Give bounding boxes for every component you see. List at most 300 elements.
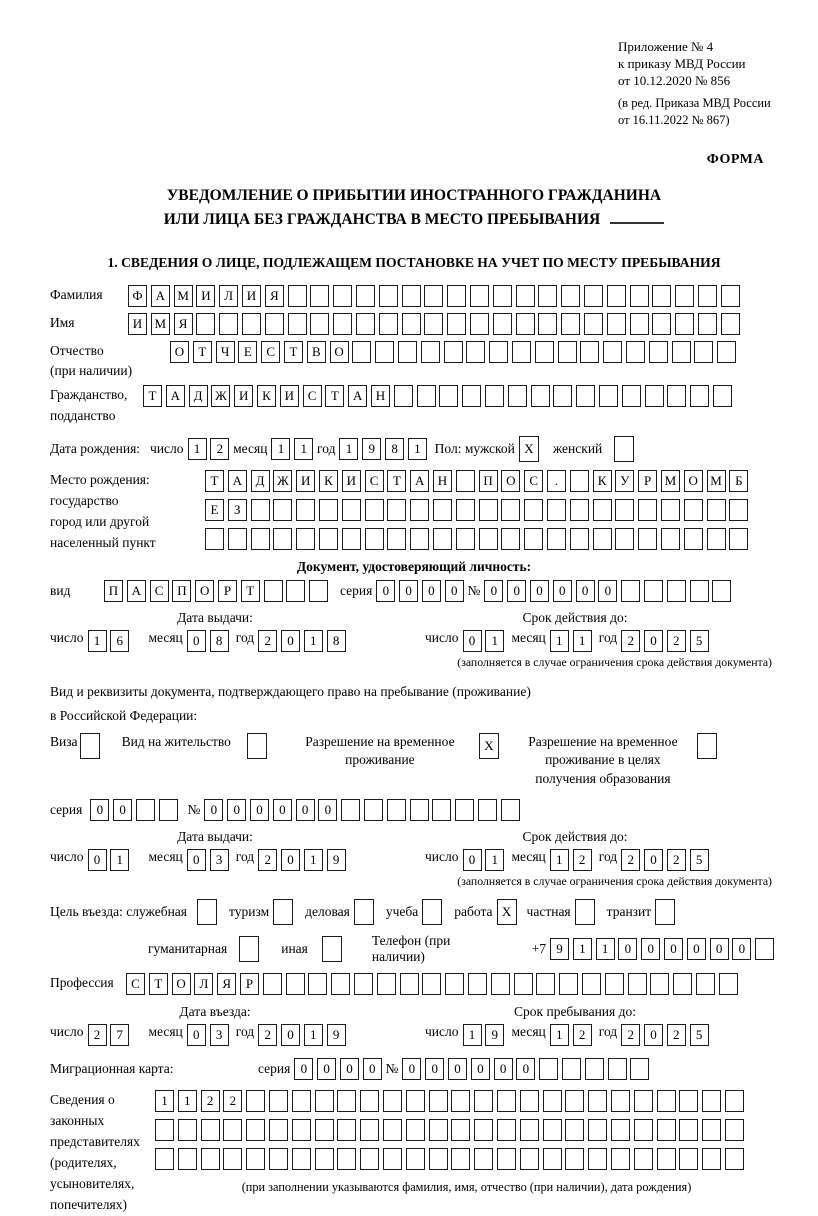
- form-cell[interactable]: [383, 1119, 402, 1141]
- form-cell[interactable]: Ч: [216, 341, 235, 363]
- form-cell[interactable]: 0: [644, 849, 663, 871]
- birth-month-input[interactable]: [271, 438, 317, 460]
- purpose-humanitarian-checkbox[interactable]: [239, 936, 259, 962]
- form-cell[interactable]: [474, 1148, 493, 1170]
- form-cell[interactable]: [246, 1148, 265, 1170]
- phone-input[interactable]: [550, 938, 778, 960]
- form-cell[interactable]: Н: [433, 470, 452, 492]
- form-cell[interactable]: 9: [550, 938, 569, 960]
- form-cell[interactable]: [543, 1119, 562, 1141]
- form-cell[interactable]: 1: [178, 1090, 197, 1112]
- form-cell[interactable]: [565, 1119, 584, 1141]
- form-cell[interactable]: 2: [573, 1024, 592, 1046]
- form-cell[interactable]: [582, 973, 601, 995]
- form-cell[interactable]: 0: [664, 938, 683, 960]
- form-cell[interactable]: И: [242, 285, 261, 307]
- form-cell[interactable]: [383, 1090, 402, 1112]
- form-cell[interactable]: [178, 1148, 197, 1170]
- form-cell[interactable]: [694, 341, 713, 363]
- form-cell[interactable]: [479, 528, 498, 550]
- form-cell[interactable]: 0: [402, 1058, 421, 1080]
- permit-series-input[interactable]: [90, 799, 181, 821]
- form-cell[interactable]: [265, 313, 284, 335]
- form-cell[interactable]: [520, 1119, 539, 1141]
- permit-issue-year[interactable]: [258, 849, 349, 868]
- form-cell[interactable]: [354, 973, 373, 995]
- form-cell[interactable]: О: [170, 341, 189, 363]
- form-cell[interactable]: 0: [516, 1058, 535, 1080]
- form-cell[interactable]: М: [174, 285, 193, 307]
- form-cell[interactable]: [474, 1119, 493, 1141]
- form-cell[interactable]: [288, 285, 307, 307]
- form-cell[interactable]: С: [150, 580, 169, 602]
- form-cell[interactable]: [531, 385, 550, 407]
- form-cell[interactable]: 2: [88, 1024, 107, 1046]
- form-cell[interactable]: Д: [251, 470, 270, 492]
- form-cell[interactable]: [354, 899, 374, 925]
- form-cell[interactable]: [599, 385, 618, 407]
- form-cell[interactable]: [406, 1090, 425, 1112]
- form-cell[interactable]: 1: [485, 849, 504, 871]
- form-cell[interactable]: И: [196, 285, 215, 307]
- form-cell[interactable]: 0: [641, 938, 660, 960]
- form-cell[interactable]: [80, 733, 100, 759]
- migration-series-input[interactable]: [294, 1058, 385, 1080]
- form-cell[interactable]: [725, 1119, 744, 1141]
- form-cell[interactable]: [269, 1119, 288, 1141]
- form-cell[interactable]: [729, 528, 748, 550]
- form-cell[interactable]: [524, 499, 543, 521]
- form-cell[interactable]: 0: [340, 1058, 359, 1080]
- form-cell[interactable]: [565, 1148, 584, 1170]
- form-cell[interactable]: [451, 1148, 470, 1170]
- form-cell[interactable]: [456, 499, 475, 521]
- form-cell[interactable]: [725, 1148, 744, 1170]
- form-cell[interactable]: [239, 936, 259, 962]
- form-cell[interactable]: К: [319, 470, 338, 492]
- form-cell[interactable]: [433, 499, 452, 521]
- form-cell[interactable]: [273, 499, 292, 521]
- form-cell[interactable]: [178, 1119, 197, 1141]
- form-cell[interactable]: 0: [273, 799, 292, 821]
- form-cell[interactable]: И: [342, 470, 361, 492]
- form-cell[interactable]: [580, 341, 599, 363]
- form-cell[interactable]: О: [195, 580, 214, 602]
- form-cell[interactable]: [630, 313, 649, 335]
- doc-valid-month[interactable]: [550, 630, 596, 648]
- form-cell[interactable]: 8: [327, 630, 346, 652]
- form-cell[interactable]: 0: [296, 799, 315, 821]
- form-cell[interactable]: [292, 1090, 311, 1112]
- form-cell[interactable]: 1: [110, 849, 129, 871]
- form-cell[interactable]: [547, 528, 566, 550]
- form-cell[interactable]: [615, 528, 634, 550]
- migration-number-input[interactable]: [402, 1058, 653, 1080]
- form-cell[interactable]: Л: [194, 973, 213, 995]
- form-cell[interactable]: 1: [550, 849, 569, 871]
- form-cell[interactable]: [410, 499, 429, 521]
- form-cell[interactable]: [611, 1119, 630, 1141]
- form-cell[interactable]: [478, 799, 497, 821]
- form-cell[interactable]: [364, 799, 383, 821]
- form-cell[interactable]: К: [257, 385, 276, 407]
- permit-valid-day[interactable]: [463, 849, 509, 868]
- form-cell[interactable]: П: [104, 580, 123, 602]
- form-cell[interactable]: [292, 1148, 311, 1170]
- form-cell[interactable]: [679, 1148, 698, 1170]
- form-cell[interactable]: 2: [573, 849, 592, 871]
- form-cell[interactable]: [520, 1090, 539, 1112]
- form-cell[interactable]: [721, 313, 740, 335]
- form-cell[interactable]: 0: [204, 799, 223, 821]
- stay-year[interactable]: [621, 1024, 712, 1043]
- form-cell[interactable]: [702, 1148, 721, 1170]
- form-cell[interactable]: [570, 470, 589, 492]
- form-cell[interactable]: [247, 733, 267, 759]
- form-cell[interactable]: [634, 1148, 653, 1170]
- form-cell[interactable]: [593, 528, 612, 550]
- form-cell[interactable]: [196, 313, 215, 335]
- form-cell[interactable]: [585, 1058, 604, 1080]
- form-cell[interactable]: [553, 385, 572, 407]
- form-cell[interactable]: [319, 499, 338, 521]
- form-cell[interactable]: 2: [621, 849, 640, 871]
- form-cell[interactable]: 0: [187, 849, 206, 871]
- doc-series-input[interactable]: [376, 580, 467, 602]
- form-cell[interactable]: 1: [339, 438, 358, 460]
- form-cell[interactable]: [725, 1090, 744, 1112]
- form-cell[interactable]: 0: [294, 1058, 313, 1080]
- form-cell[interactable]: [286, 580, 305, 602]
- form-cell[interactable]: 1: [408, 438, 427, 460]
- form-cell[interactable]: 0: [494, 1058, 513, 1080]
- form-cell[interactable]: [667, 385, 686, 407]
- form-cell[interactable]: 2: [621, 1024, 640, 1046]
- form-cell[interactable]: [588, 1119, 607, 1141]
- form-cell[interactable]: [387, 799, 406, 821]
- form-cell[interactable]: [468, 973, 487, 995]
- form-cell[interactable]: 0: [598, 580, 617, 602]
- form-cell[interactable]: [319, 528, 338, 550]
- form-cell[interactable]: [333, 313, 352, 335]
- form-cell[interactable]: [422, 899, 442, 925]
- form-cell[interactable]: [383, 1148, 402, 1170]
- form-cell[interactable]: [649, 341, 668, 363]
- form-cell[interactable]: [489, 341, 508, 363]
- form-cell[interactable]: [273, 899, 293, 925]
- form-cell[interactable]: [508, 385, 527, 407]
- form-cell[interactable]: Р: [638, 470, 657, 492]
- form-cell[interactable]: [273, 528, 292, 550]
- form-cell[interactable]: [611, 1090, 630, 1112]
- form-cell[interactable]: [558, 341, 577, 363]
- doc-issue-month[interactable]: [187, 630, 233, 648]
- form-cell[interactable]: [462, 385, 481, 407]
- form-cell[interactable]: 1: [294, 438, 313, 460]
- education-residence-checkbox[interactable]: [697, 733, 717, 759]
- form-cell[interactable]: 8: [385, 438, 404, 460]
- form-cell[interactable]: Л: [219, 285, 238, 307]
- form-cell[interactable]: [155, 1148, 174, 1170]
- permit-number-input[interactable]: [204, 799, 523, 821]
- form-cell[interactable]: X: [519, 436, 539, 462]
- form-cell[interactable]: 9: [362, 438, 381, 460]
- form-cell[interactable]: [652, 285, 671, 307]
- form-cell[interactable]: 0: [530, 580, 549, 602]
- form-cell[interactable]: 9: [327, 1024, 346, 1046]
- form-cell[interactable]: [439, 385, 458, 407]
- form-cell[interactable]: 2: [667, 1024, 686, 1046]
- form-cell[interactable]: [155, 1119, 174, 1141]
- form-cell[interactable]: 0: [484, 580, 503, 602]
- form-cell[interactable]: [536, 973, 555, 995]
- entry-month[interactable]: [187, 1024, 233, 1043]
- entry-year[interactable]: [258, 1024, 349, 1043]
- form-cell[interactable]: К: [593, 470, 612, 492]
- form-cell[interactable]: М: [707, 470, 726, 492]
- form-cell[interactable]: И: [296, 470, 315, 492]
- form-cell[interactable]: О: [330, 341, 349, 363]
- permit-issue-month[interactable]: [187, 849, 233, 868]
- patronymic-input[interactable]: [170, 341, 740, 363]
- form-cell[interactable]: [702, 1119, 721, 1141]
- form-cell[interactable]: [402, 313, 421, 335]
- form-cell[interactable]: [650, 973, 669, 995]
- form-cell[interactable]: 0: [687, 938, 706, 960]
- form-cell[interactable]: [608, 1058, 627, 1080]
- form-cell[interactable]: [251, 528, 270, 550]
- residence-permit-checkbox[interactable]: [247, 733, 267, 759]
- form-cell[interactable]: 6: [110, 630, 129, 652]
- form-cell[interactable]: [201, 1148, 220, 1170]
- form-cell[interactable]: С: [261, 341, 280, 363]
- form-cell[interactable]: [479, 499, 498, 521]
- form-cell[interactable]: [433, 528, 452, 550]
- female-checkbox[interactable]: [614, 436, 634, 462]
- form-cell[interactable]: 0: [281, 1024, 300, 1046]
- form-cell[interactable]: [697, 733, 717, 759]
- form-cell[interactable]: [410, 528, 429, 550]
- entry-day[interactable]: [88, 1024, 134, 1043]
- form-cell[interactable]: [322, 936, 342, 962]
- form-cell[interactable]: 2: [258, 630, 277, 652]
- doc-kind-input[interactable]: [104, 580, 332, 602]
- form-cell[interactable]: 1: [485, 630, 504, 652]
- form-cell[interactable]: [576, 385, 595, 407]
- form-cell[interactable]: [607, 285, 626, 307]
- form-cell[interactable]: И: [280, 385, 299, 407]
- form-cell[interactable]: [402, 285, 421, 307]
- form-cell[interactable]: [228, 528, 247, 550]
- form-cell[interactable]: [721, 285, 740, 307]
- form-cell[interactable]: 2: [667, 630, 686, 652]
- form-cell[interactable]: [638, 499, 657, 521]
- form-cell[interactable]: [337, 1090, 356, 1112]
- given-name-input[interactable]: [128, 313, 744, 335]
- form-cell[interactable]: [562, 1058, 581, 1080]
- representatives-line-1[interactable]: [155, 1090, 778, 1112]
- form-cell[interactable]: Р: [240, 973, 259, 995]
- form-cell[interactable]: [455, 799, 474, 821]
- form-cell[interactable]: Д: [189, 385, 208, 407]
- form-cell[interactable]: 2: [201, 1090, 220, 1112]
- form-cell[interactable]: 2: [667, 849, 686, 871]
- purpose-other-checkbox[interactable]: [322, 936, 342, 962]
- form-cell[interactable]: [561, 285, 580, 307]
- form-cell[interactable]: Ф: [128, 285, 147, 307]
- form-cell[interactable]: 0: [281, 630, 300, 652]
- form-cell[interactable]: [621, 580, 640, 602]
- form-cell[interactable]: [516, 285, 535, 307]
- form-cell[interactable]: [387, 499, 406, 521]
- form-cell[interactable]: [342, 528, 361, 550]
- form-cell[interactable]: [713, 385, 732, 407]
- form-cell[interactable]: [424, 285, 443, 307]
- form-cell[interactable]: [310, 313, 329, 335]
- form-cell[interactable]: [588, 1090, 607, 1112]
- form-cell[interactable]: [645, 385, 664, 407]
- purpose-private-checkbox[interactable]: [575, 899, 595, 925]
- form-cell[interactable]: [638, 528, 657, 550]
- form-cell[interactable]: С: [365, 470, 384, 492]
- form-cell[interactable]: [352, 341, 371, 363]
- form-cell[interactable]: [377, 973, 396, 995]
- form-cell[interactable]: [630, 285, 649, 307]
- form-cell[interactable]: X: [497, 899, 517, 925]
- form-cell[interactable]: [657, 1090, 676, 1112]
- form-cell[interactable]: [269, 1090, 288, 1112]
- form-cell[interactable]: [584, 313, 603, 335]
- form-cell[interactable]: [673, 973, 692, 995]
- form-cell[interactable]: [520, 1148, 539, 1170]
- form-cell[interactable]: [379, 285, 398, 307]
- form-cell[interactable]: 0: [644, 1024, 663, 1046]
- form-cell[interactable]: Т: [284, 341, 303, 363]
- form-cell[interactable]: X: [479, 733, 499, 759]
- form-cell[interactable]: Е: [238, 341, 257, 363]
- form-cell[interactable]: Е: [205, 499, 224, 521]
- form-cell[interactable]: [657, 1119, 676, 1141]
- form-cell[interactable]: [690, 385, 709, 407]
- form-cell[interactable]: [451, 1119, 470, 1141]
- form-cell[interactable]: О: [684, 470, 703, 492]
- form-cell[interactable]: [197, 899, 217, 925]
- form-cell[interactable]: [628, 973, 647, 995]
- form-cell[interactable]: 0: [618, 938, 637, 960]
- doc-issue-year[interactable]: [258, 630, 349, 648]
- form-cell[interactable]: 1: [596, 938, 615, 960]
- form-cell[interactable]: 0: [471, 1058, 490, 1080]
- stay-day[interactable]: [463, 1024, 509, 1043]
- form-cell[interactable]: [315, 1090, 334, 1112]
- form-cell[interactable]: [514, 973, 533, 995]
- form-cell[interactable]: [485, 385, 504, 407]
- doc-valid-day[interactable]: [463, 630, 509, 648]
- doc-valid-year[interactable]: [621, 630, 712, 648]
- form-cell[interactable]: [422, 973, 441, 995]
- form-cell[interactable]: [755, 938, 774, 960]
- form-cell[interactable]: [445, 973, 464, 995]
- form-cell[interactable]: [223, 1148, 242, 1170]
- form-cell[interactable]: 8: [210, 630, 229, 652]
- birth-place-line-3[interactable]: [205, 528, 752, 550]
- form-cell[interactable]: [470, 313, 489, 335]
- form-cell[interactable]: 1: [304, 630, 323, 652]
- form-cell[interactable]: 3: [210, 1024, 229, 1046]
- form-cell[interactable]: 5: [690, 630, 709, 652]
- form-cell[interactable]: Т: [143, 385, 162, 407]
- form-cell[interactable]: [679, 1090, 698, 1112]
- form-cell[interactable]: .: [547, 470, 566, 492]
- form-cell[interactable]: [512, 341, 531, 363]
- form-cell[interactable]: [535, 341, 554, 363]
- form-cell[interactable]: [570, 499, 589, 521]
- form-cell[interactable]: М: [661, 470, 680, 492]
- form-cell[interactable]: [360, 1148, 379, 1170]
- form-cell[interactable]: 1: [550, 630, 569, 652]
- form-cell[interactable]: [406, 1148, 425, 1170]
- form-cell[interactable]: 2: [210, 438, 229, 460]
- form-cell[interactable]: [337, 1119, 356, 1141]
- form-cell[interactable]: 0: [317, 1058, 336, 1080]
- form-cell[interactable]: 0: [113, 799, 132, 821]
- citizenship-input[interactable]: [143, 385, 736, 407]
- form-cell[interactable]: [288, 313, 307, 335]
- form-cell[interactable]: 1: [271, 438, 290, 460]
- form-cell[interactable]: [447, 313, 466, 335]
- form-cell[interactable]: И: [128, 313, 147, 335]
- profession-input[interactable]: [126, 973, 742, 995]
- form-cell[interactable]: 0: [318, 799, 337, 821]
- form-cell[interactable]: [630, 1058, 649, 1080]
- form-cell[interactable]: [501, 499, 520, 521]
- form-cell[interactable]: Т: [193, 341, 212, 363]
- form-cell[interactable]: А: [166, 385, 185, 407]
- form-cell[interactable]: Н: [371, 385, 390, 407]
- form-cell[interactable]: [702, 1090, 721, 1112]
- form-cell[interactable]: [524, 528, 543, 550]
- form-cell[interactable]: А: [410, 470, 429, 492]
- form-cell[interactable]: 0: [507, 580, 526, 602]
- form-cell[interactable]: А: [151, 285, 170, 307]
- form-cell[interactable]: [246, 1119, 265, 1141]
- form-cell[interactable]: 1: [573, 938, 592, 960]
- form-cell[interactable]: [205, 528, 224, 550]
- permit-issue-day[interactable]: [88, 849, 134, 868]
- form-cell[interactable]: А: [348, 385, 367, 407]
- form-cell[interactable]: [559, 973, 578, 995]
- form-cell[interactable]: [679, 1119, 698, 1141]
- form-cell[interactable]: Т: [205, 470, 224, 492]
- form-cell[interactable]: Ж: [211, 385, 230, 407]
- form-cell[interactable]: [543, 1148, 562, 1170]
- form-cell[interactable]: 0: [187, 630, 206, 652]
- form-cell[interactable]: [387, 528, 406, 550]
- form-cell[interactable]: П: [479, 470, 498, 492]
- form-cell[interactable]: 0: [553, 580, 572, 602]
- form-cell[interactable]: 0: [399, 580, 418, 602]
- form-cell[interactable]: 1: [550, 1024, 569, 1046]
- form-cell[interactable]: [315, 1148, 334, 1170]
- form-cell[interactable]: [561, 313, 580, 335]
- form-cell[interactable]: 0: [250, 799, 269, 821]
- form-cell[interactable]: [493, 285, 512, 307]
- form-cell[interactable]: 5: [690, 849, 709, 871]
- form-cell[interactable]: [223, 1119, 242, 1141]
- form-cell[interactable]: [684, 499, 703, 521]
- purpose-study-checkbox[interactable]: [422, 899, 442, 925]
- form-cell[interactable]: [516, 313, 535, 335]
